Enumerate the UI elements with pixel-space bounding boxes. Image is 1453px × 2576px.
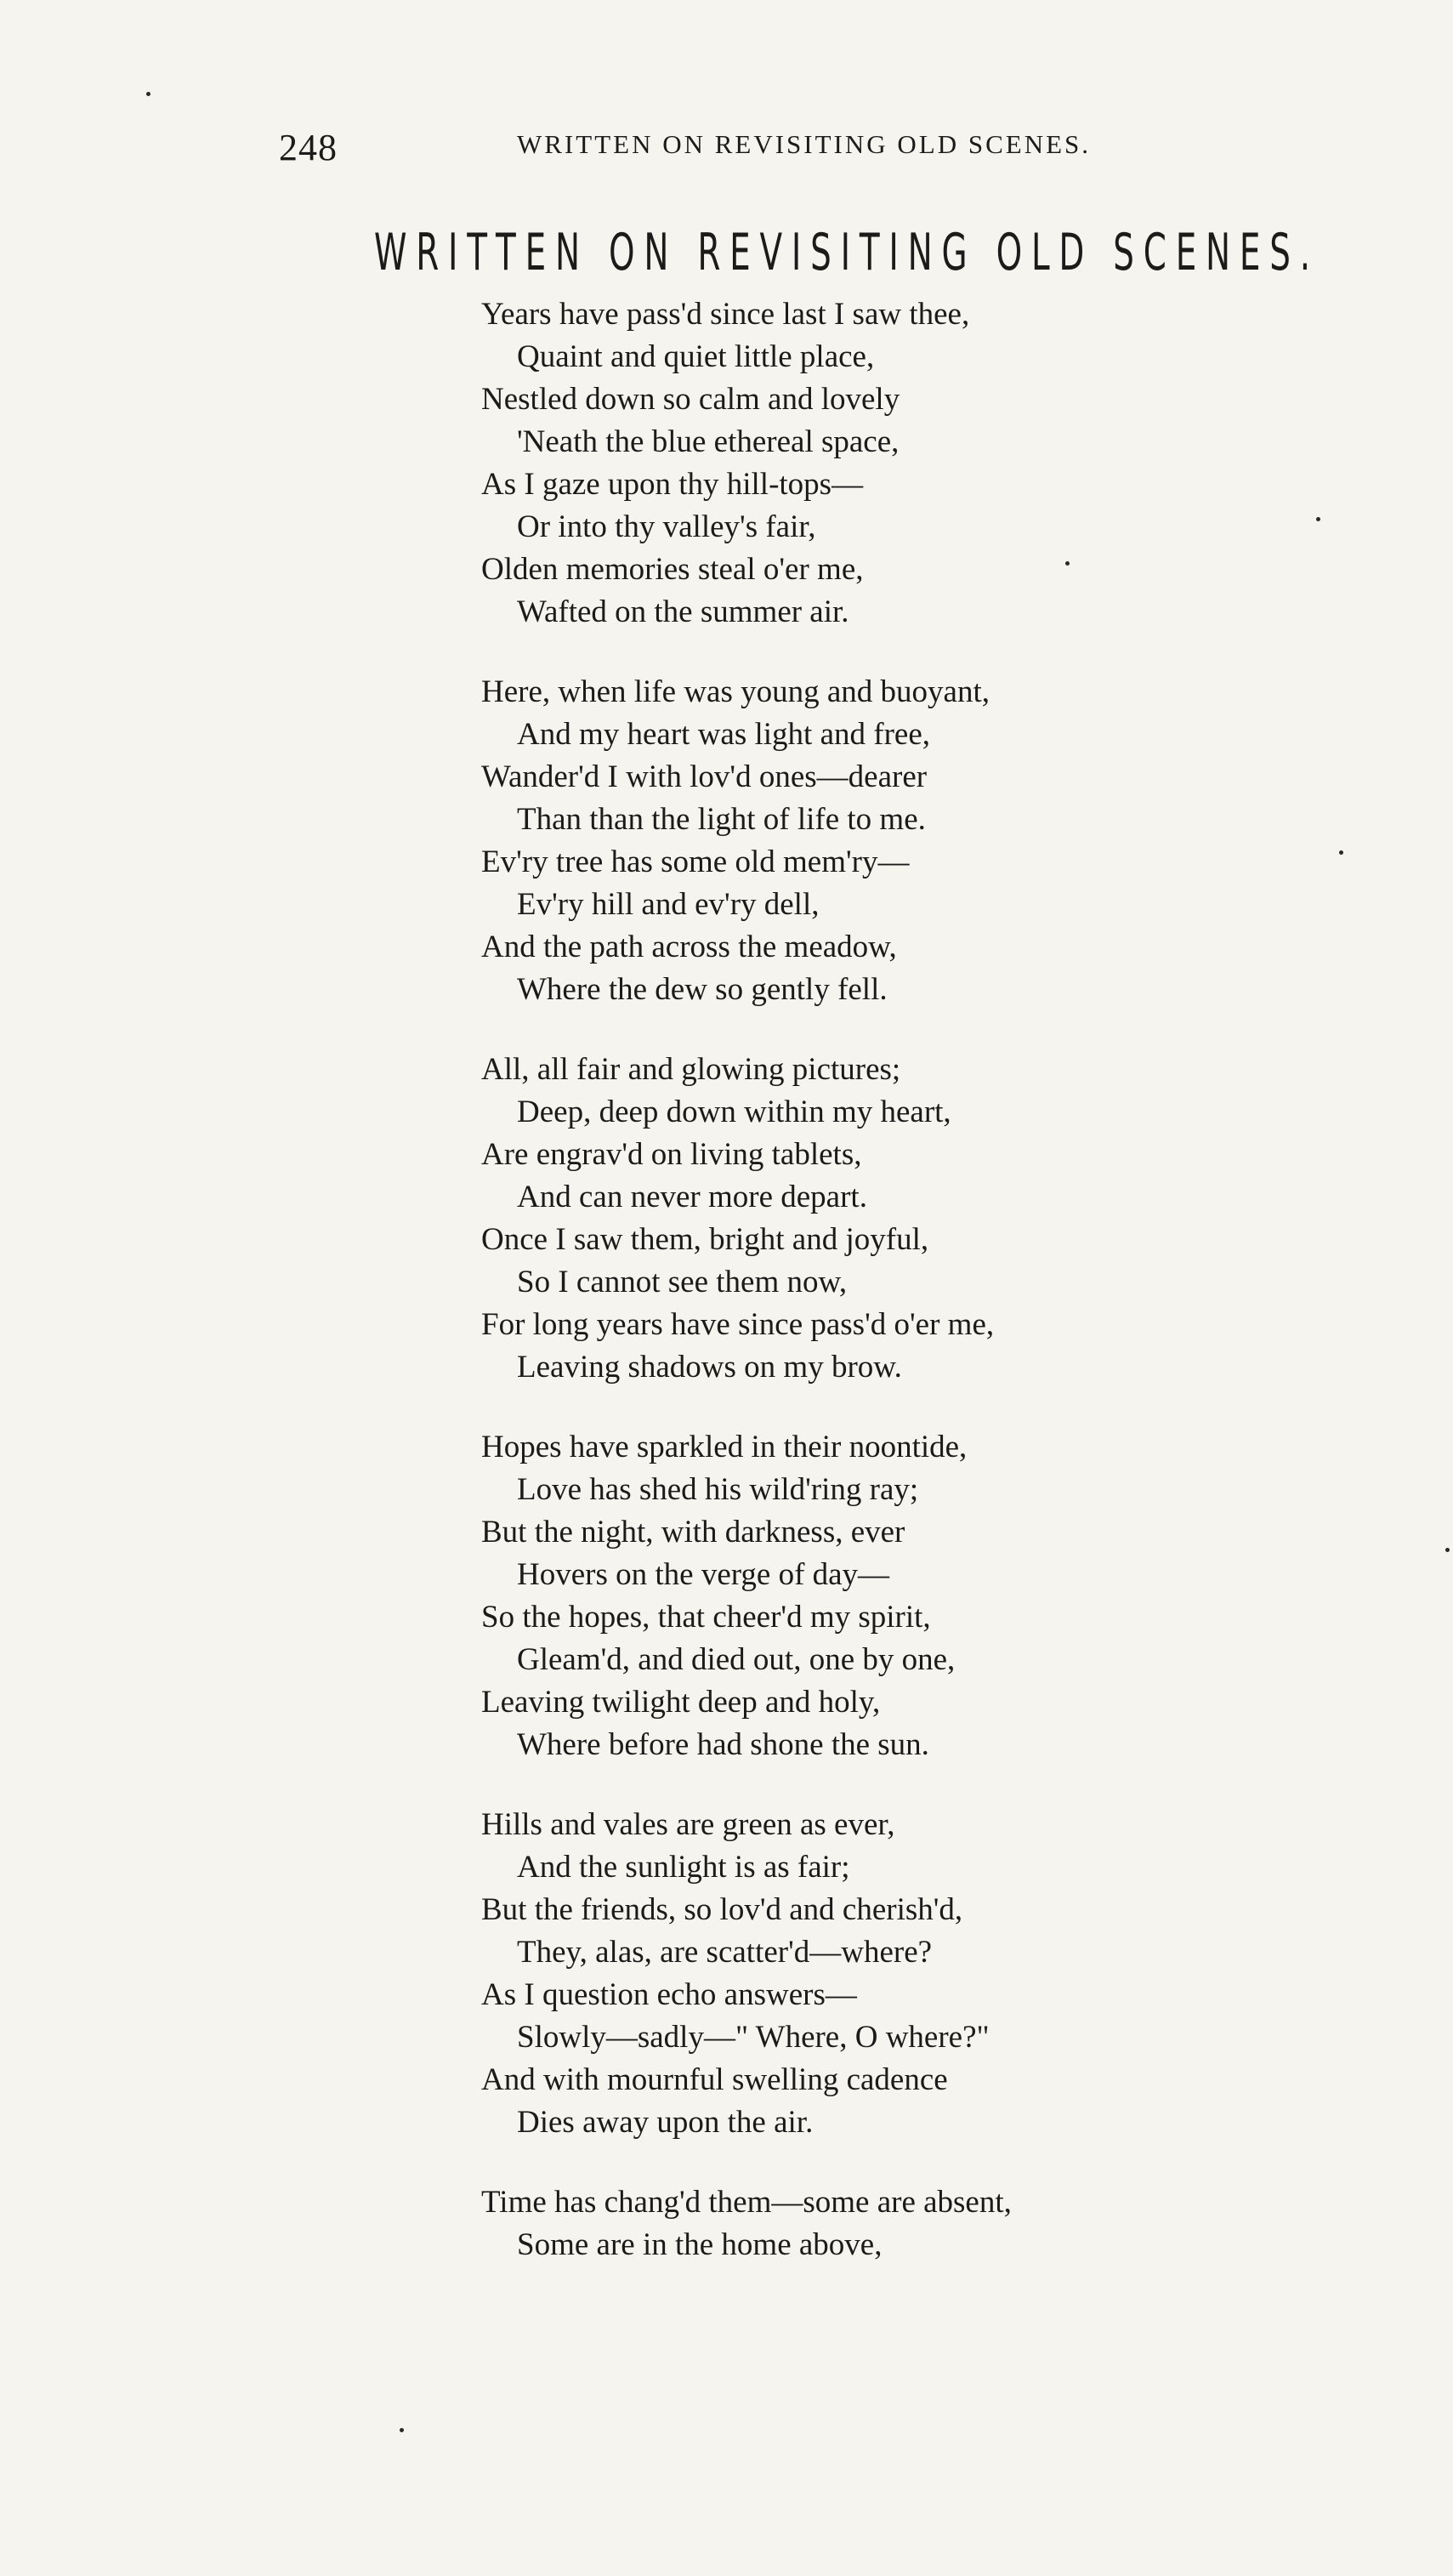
poem-line: Here, when life was young and buoyant,	[481, 674, 990, 709]
poem-line: Time has chang'd them—some are absent,	[481, 2185, 1012, 2220]
print-speck	[1339, 850, 1343, 855]
print-speck	[1316, 517, 1320, 521]
poem-line: They, alas, are scatter'd—where?	[517, 1935, 933, 1970]
poem-line: As I gaze upon thy hill-tops—	[481, 467, 864, 502]
poem-line: Than than the light of life to me.	[517, 802, 926, 837]
poem-line: And with mournful swelling cadence	[481, 2062, 948, 2097]
stanza-6	[481, 2181, 1382, 2266]
poem-line: Hills and vales are green as ever,	[481, 1807, 895, 1842]
poem-line: Leaving shadows on my brow.	[517, 1350, 902, 1385]
poem-line: Olden memories steal o'er me,	[481, 552, 864, 587]
poem-line: Nestled down so calm and lovely	[481, 382, 900, 417]
poem-line: Gleam'd, and died out, one by one,	[517, 1642, 956, 1677]
poem-line: So I cannot see them now,	[517, 1265, 848, 1299]
poem-line: 'Neath the blue ethereal space,	[517, 424, 900, 459]
poem-line: And the sunlight is as fair;	[517, 1850, 850, 1885]
poem-line: So the hopes, that cheer'd my spirit,	[481, 1600, 931, 1635]
poem-line: Wafted on the summer air.	[517, 594, 849, 629]
poem-line: Dies away upon the air.	[517, 2105, 814, 2140]
poem-line: But the night, with darkness, ever	[481, 1515, 905, 1550]
poem-line: Quaint and quiet little place,	[517, 339, 875, 374]
poem-line: And the path across the meadow,	[481, 930, 897, 964]
print-speck	[146, 92, 150, 96]
poem-line: Ev'ry tree has some old mem'ry—	[481, 844, 910, 879]
print-speck	[1445, 1548, 1450, 1552]
poem-line: Where the dew so gently fell.	[517, 972, 888, 1007]
poem-line: Hopes have sparkled in their noontide,	[481, 1430, 968, 1464]
poem-line: For long years have since pass'd o'er me,	[481, 1307, 995, 1342]
poem-line: Hovers on the verge of day—	[517, 1557, 890, 1592]
stanza-3	[481, 1049, 1382, 1389]
poem-line: Ev'ry hill and ev'ry dell,	[517, 887, 820, 922]
poem-line: But the friends, so lov'd and cherish'd,	[481, 1892, 963, 1927]
print-speck	[1065, 561, 1070, 566]
poem-line: Wander'd I with lov'd ones—dearer	[481, 759, 928, 794]
stanza-1	[481, 293, 1382, 634]
poem-line: Love has shed his wild'ring ray;	[517, 1472, 919, 1507]
poem-line: Some are in the home above,	[517, 2227, 883, 2262]
stanza-4	[481, 1426, 1382, 1766]
poem-line: Once I saw them, bright and joyful,	[481, 1222, 929, 1257]
poem-line: And my heart was light and free,	[517, 717, 930, 752]
poem-title: WRITTEN ON REVISITING OLD SCENES.	[374, 223, 1320, 282]
stanza-5	[481, 1804, 1382, 2144]
poem-line: And can never more depart.	[517, 1180, 867, 1214]
poem-line: All, all fair and glowing pictures;	[481, 1052, 901, 1087]
poem-line: Deep, deep down within my heart,	[517, 1095, 951, 1129]
poem-line: Are engrav'd on living tablets,	[481, 1137, 862, 1172]
poem-line: Years have pass'd since last I saw thee,	[481, 297, 970, 332]
print-speck	[400, 2428, 404, 2432]
page-number: 248	[279, 127, 338, 168]
poem-line: Where before had shone the sun.	[517, 1727, 929, 1762]
stanza-2	[481, 671, 1382, 1011]
running-head: WRITTEN ON REVISITING OLD SCENES.	[517, 129, 1092, 159]
poem-line: Leaving twilight deep and holy,	[481, 1685, 881, 1720]
poem-body	[481, 293, 1382, 2304]
poem-line: As I question echo answers—	[481, 1977, 857, 2012]
poem-line: Or into thy valley's fair,	[517, 509, 816, 544]
poem-line: Slowly—sadly—" Where, O where?"	[517, 2020, 990, 2055]
